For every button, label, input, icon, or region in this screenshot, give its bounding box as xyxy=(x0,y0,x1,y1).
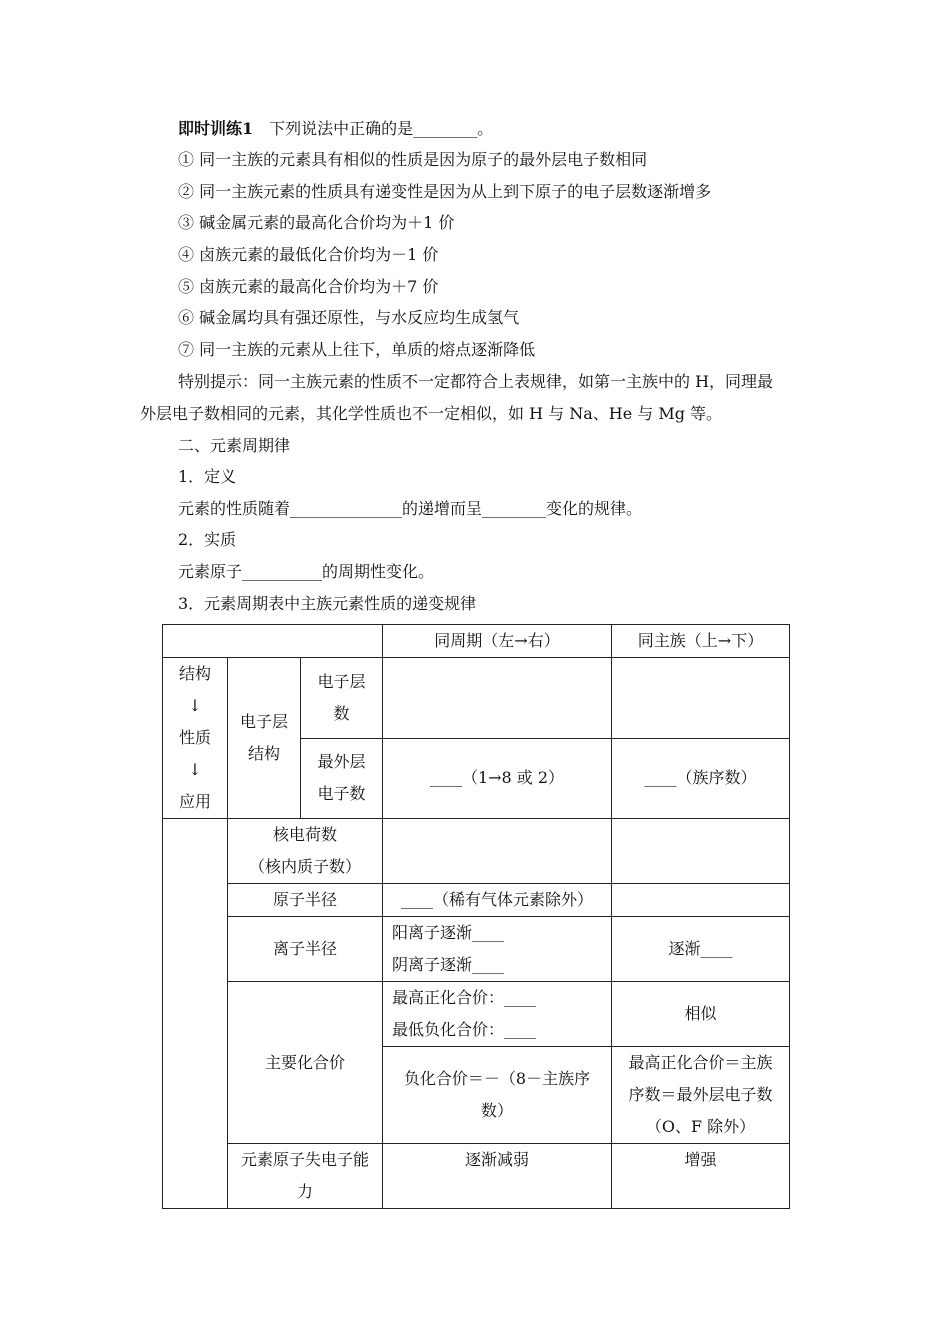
option-3: ③ 碱金属元素的最高化合价均为＋1 价 xyxy=(178,213,455,232)
outer-electrons-label: 最外层 电子数 xyxy=(301,738,383,819)
table-row xyxy=(163,819,790,884)
tip-line-1: 特别提示：同一主族元素的性质不一定都符合上表规律，如第一主族中的 H，同理最 xyxy=(178,372,774,391)
outer-electrons-group: ____（族序数） xyxy=(612,738,790,819)
exercise-line xyxy=(178,119,493,139)
header-period: 同周期（左→右） xyxy=(383,625,612,658)
definition-text: 元素的性质随着______________的递增而呈________变化的规律。 xyxy=(178,499,643,518)
essence-heading: 2．实质 xyxy=(178,530,237,549)
shell-count-label: 电子层 数 xyxy=(301,658,383,739)
exercise-question: 下列说法中正确的是________。 xyxy=(269,119,494,138)
section-heading: 二、元素周期律 xyxy=(178,436,291,455)
option-1: ① 同一主族的元素具有相似的性质是因为原子的最外层电子数相同 xyxy=(178,150,648,169)
option-5: ⑤ 卤族元素的最高化合价均为＋7 价 xyxy=(178,277,439,296)
table-heading: 3．元素周期表中主族元素性质的递变规律 xyxy=(178,594,477,613)
table-row xyxy=(163,917,790,982)
shell-count-period xyxy=(383,658,612,739)
tip-line-2: 外层电子数相同的元素，其化学性质也不一定相似，如 H 与 Na、He 与 Mg 等。 xyxy=(140,404,723,423)
atomic-radius-label: 原子半径 xyxy=(228,884,383,917)
outer-electrons-period: ____（1→8 或 2） xyxy=(383,738,612,819)
atomic-radius-period: ____（稀有气体元素除外） xyxy=(383,884,612,917)
table-header-row xyxy=(163,625,790,658)
option-4: ④ 卤族元素的最低化合价均为－1 价 xyxy=(178,245,439,264)
ionic-radius-period: 阳离子逐渐____ 阴离子逐渐____ xyxy=(383,917,612,982)
nuclear-charge-group xyxy=(612,819,790,884)
lose-electrons-group: 增强 xyxy=(612,1144,790,1209)
header-empty-cell xyxy=(163,625,383,658)
nuclear-charge-label: 核电荷数 （核内质子数） xyxy=(228,819,383,884)
table-row xyxy=(163,658,790,739)
side-continuation xyxy=(163,819,228,1209)
periodic-law-table xyxy=(162,624,790,1209)
definition-heading: 1．定义 xyxy=(178,467,237,486)
lose-electrons-period: 逐渐减弱 xyxy=(383,1144,612,1209)
valence-group-a: 相似 xyxy=(612,982,790,1047)
option-6: ⑥ 碱金属均具有强还原性，与水反应均生成氢气 xyxy=(178,308,520,327)
essence-text: 元素原子__________的周期性变化。 xyxy=(178,562,435,581)
shell-count-group xyxy=(612,658,790,739)
table-row xyxy=(163,884,790,917)
lose-electrons-label: 元素原子失电子能 力 xyxy=(228,1144,383,1209)
ionic-radius-group: 逐渐____ xyxy=(612,917,790,982)
valence-label: 主要化合价 xyxy=(228,982,383,1144)
option-2: ② 同一主族元素的性质具有递变性是因为从上到下原子的电子层数逐渐增多 xyxy=(178,182,712,201)
valence-period-b: 负化合价＝－（8－主族序 数） xyxy=(383,1047,612,1144)
nuclear-charge-period xyxy=(383,819,612,884)
header-group: 同主族（上→下） xyxy=(612,625,790,658)
valence-group-b: 最高正化合价＝主族 序数＝最外层电子数 （O、F 除外） xyxy=(612,1047,790,1144)
shell-structure-label: 电子层 结构 xyxy=(228,658,301,819)
side-label: 结构 ↓ 性质 ↓ 应用 xyxy=(163,658,228,819)
table-row xyxy=(163,1144,790,1209)
table-row xyxy=(163,982,790,1047)
option-7: ⑦ 同一主族的元素从上往下，单质的熔点逐渐降低 xyxy=(178,340,536,359)
ionic-radius-label: 离子半径 xyxy=(228,917,383,982)
atomic-radius-group xyxy=(612,884,790,917)
exercise-title: 即时训练1 xyxy=(178,119,254,138)
valence-period-a: 最高正化合价：____ 最低负化合价：____ xyxy=(383,982,612,1047)
